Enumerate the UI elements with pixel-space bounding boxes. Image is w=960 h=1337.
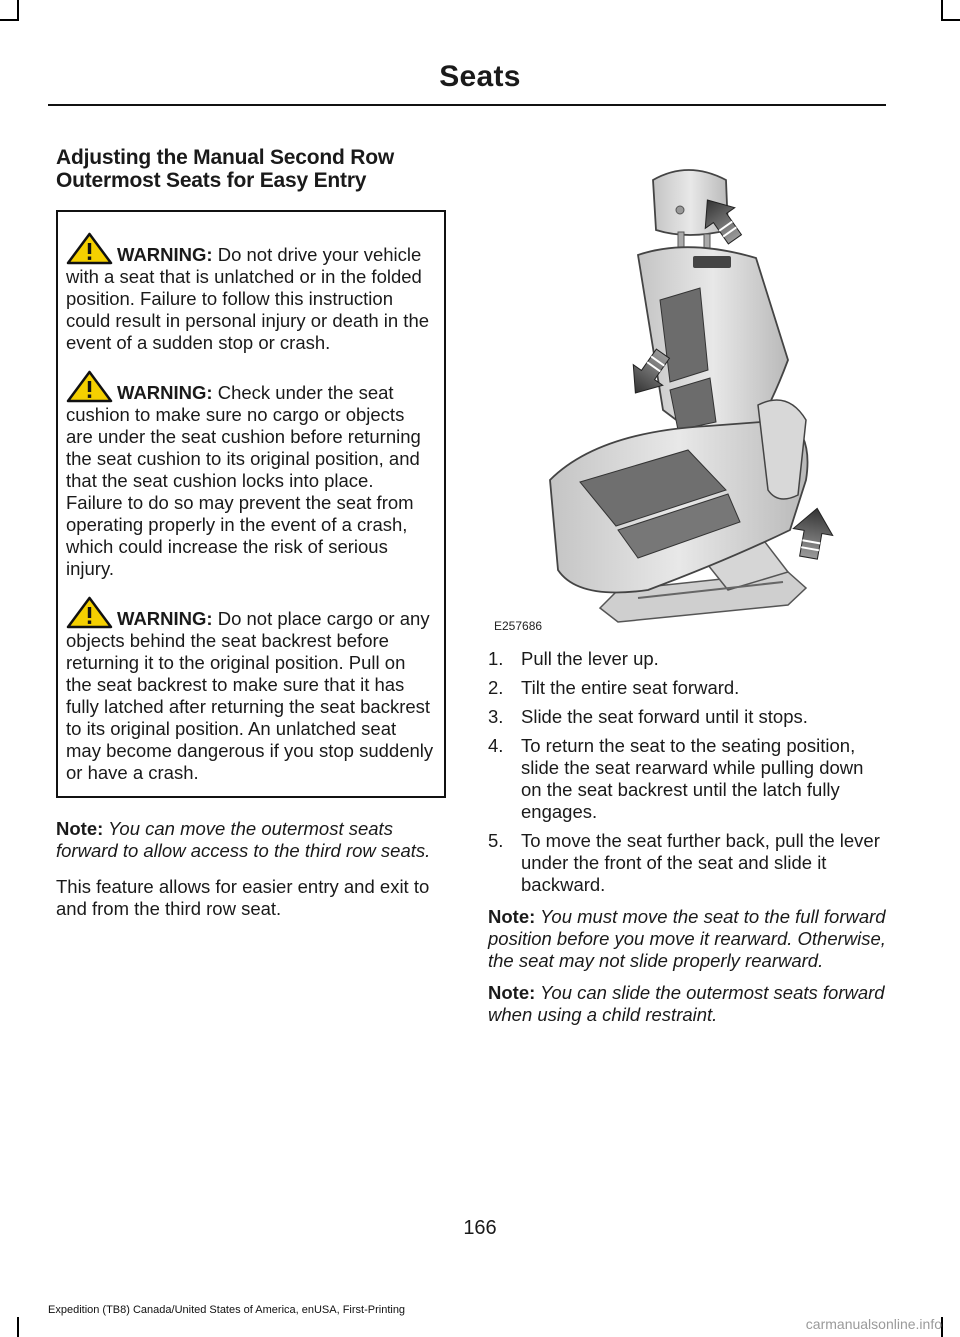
warning-label: WARNING: [117, 608, 213, 629]
warning-text: Do not place cargo or any objects behind the seat backrest before returning it to the original position. Pull on the seat backrest to make sure that it has fully latched after returning the seat backrest to its original position. An unlatched seat may become dangerous if you stop suddenly or have a crash. [66, 608, 434, 783]
warning-item [66, 370, 435, 580]
warning-box [56, 210, 446, 798]
crop-mark [941, 19, 960, 21]
list-item [488, 677, 888, 699]
note-label: Note: [488, 906, 536, 927]
warning-item [66, 232, 435, 354]
step-text: To return the seat to the seating position, slide the seat rearward while pulling down on the seat backrest until the latch fully engages. [521, 735, 864, 822]
note [56, 818, 446, 862]
page-header-title: Seats [439, 60, 521, 93]
step-number: 3. [488, 706, 504, 727]
step-text: Tilt the entire seat forward. [521, 677, 740, 698]
crop-mark [17, 1317, 19, 1337]
crop-mark [941, 0, 943, 20]
warning-text: Check under the seat cushion to make sure no cargo or objects are under the seat cushion before returning the seat cushion to its original position, and that the seat cushion locks into place. Failure to do so may prevent the seat from operating properly in the event of a crash, which could increase the risk of serious injury. [66, 382, 421, 579]
list-item [488, 648, 888, 670]
note [488, 982, 888, 1026]
note-label: Note: [488, 982, 536, 1003]
warning-label: WARNING: [117, 244, 213, 265]
left-column [56, 146, 446, 920]
step-number: 4. [488, 735, 504, 756]
right-column [488, 648, 888, 1026]
figure-id: E257686 [494, 619, 543, 633]
body-paragraph: This feature allows for easier entry and exit to and from the third row seat. [56, 876, 430, 919]
note [488, 906, 888, 972]
step-number: 1. [488, 648, 504, 669]
step-text: Pull the lever up. [521, 648, 659, 669]
steps-list [488, 648, 888, 896]
note-text: You can move the outermost seats forward to allow access to the third row seats. [56, 818, 431, 861]
seat-illustration [488, 160, 886, 635]
warning-triangle-icon [66, 370, 113, 403]
crop-mark [17, 0, 19, 20]
warning-label: WARNING: [117, 382, 213, 403]
list-item [488, 706, 888, 728]
crop-mark [0, 19, 19, 21]
warning-text: Do not drive your vehicle with a seat that is unlatched or in the folded position. Failure to follow this instruction could result in personal injury or death in the event of a sudden stop or crash. [66, 244, 430, 353]
warning-item [66, 596, 435, 784]
step-number: 5. [488, 830, 504, 851]
watermark: carmanualsonline.info [805, 1316, 942, 1332]
step-number: 2. [488, 677, 504, 698]
step-text: Slide the seat forward until it stops. [521, 706, 808, 727]
step-text: To move the seat further back, pull the lever under the front of the seat and slide it backward. [521, 830, 880, 895]
list-item [488, 735, 888, 823]
warning-triangle-icon [66, 596, 113, 629]
footer-text: Expedition (TB8) Canada/United States of America, enUSA, First-Printing [48, 1304, 406, 1316]
list-item [488, 830, 888, 896]
note-text: You can slide the outermost seats forward when using a child restraint. [488, 982, 885, 1025]
section-title: Adjusting the Manual Second Row Outermost Seats for Easy Entry [56, 146, 394, 192]
note-text: You must move the seat to the full forward position before you move it rearward. Otherwise, the seat may not slide properly rearward. [488, 906, 886, 971]
note-label: Note: [56, 818, 104, 839]
header-divider [48, 104, 886, 106]
warning-triangle-icon [66, 232, 113, 265]
page-number: 166 [463, 1217, 497, 1239]
